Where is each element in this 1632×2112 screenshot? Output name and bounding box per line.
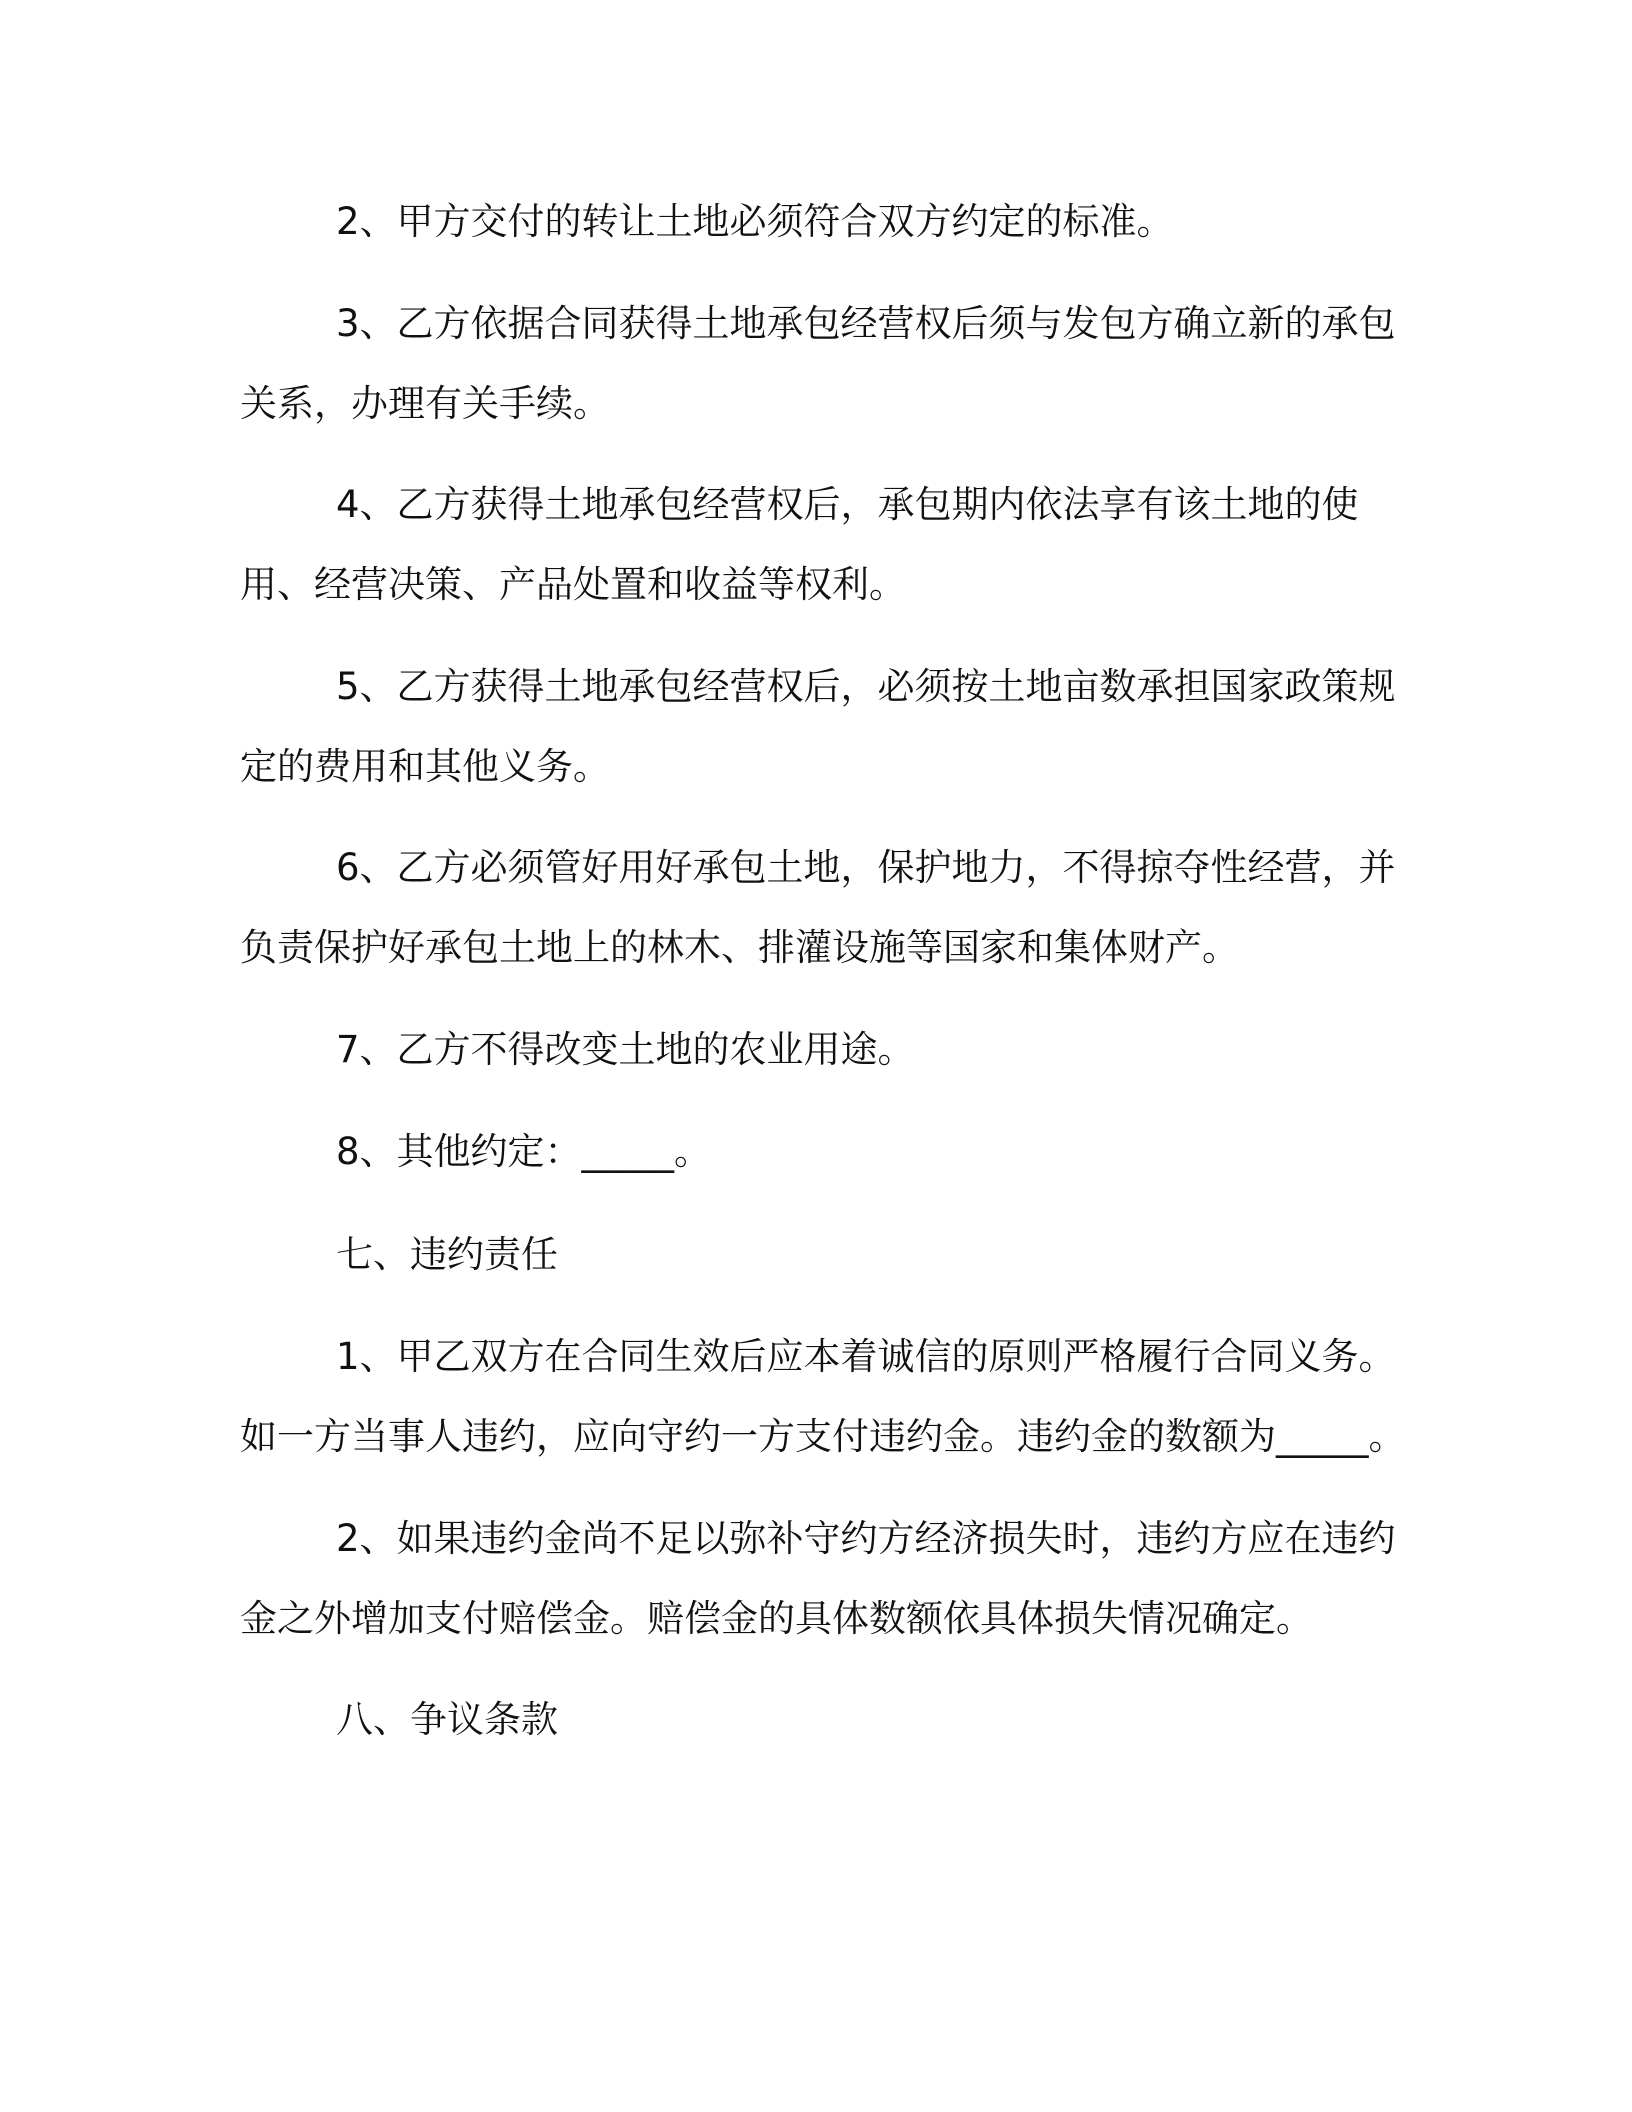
clause-3-new-contract: 3、乙方依据合同获得土地承包经营权后须与发包方确立新的承包关系，办理有关手续。: [240, 302, 1396, 425]
clause-4-rights: 4、乙方获得土地承包经营权后，承包期内依法享有该土地的使用、经营决策、产品处置和收益等权利。: [240, 483, 1359, 606]
section-heading-dispute: 八、争议条款: [336, 1698, 558, 1741]
clause-2-delivery-standard: 2、甲方交付的转让土地必须符合双方约定的标准。: [336, 200, 1174, 243]
breach-clause-2-compensation: 2、如果违约金尚不足以弥补守约方经济损失时，违约方应在违约金之外增加支付赔偿金。赔偿金的具体数额依具体损失情况确定。: [240, 1517, 1396, 1640]
clause-6-land-protection: 6、乙方必须管好用好承包土地，保护地力，不得掠夺性经营，并负责保护好承包土地上的林木、排灌设施等国家和集体财产。: [240, 846, 1396, 969]
clause-7-agricultural-use: 7、乙方不得改变土地的农业用途。: [336, 1028, 915, 1071]
clause-8-other-agreements: 8、其他约定：_____。: [336, 1130, 712, 1173]
clause-5-obligations: 5、乙方获得土地承包经营权后，必须按土地亩数承担国家政策规定的费用和其他义务。: [240, 665, 1396, 788]
section-heading-breach: 七、违约责任: [336, 1233, 558, 1276]
breach-clause-1-penalty: 1、甲乙双方在合同生效后应本着诚信的原则严格履行合同义务。如一方当事人违约，应向守约一方支付违约金。违约金的数额为_____。: [240, 1335, 1406, 1458]
